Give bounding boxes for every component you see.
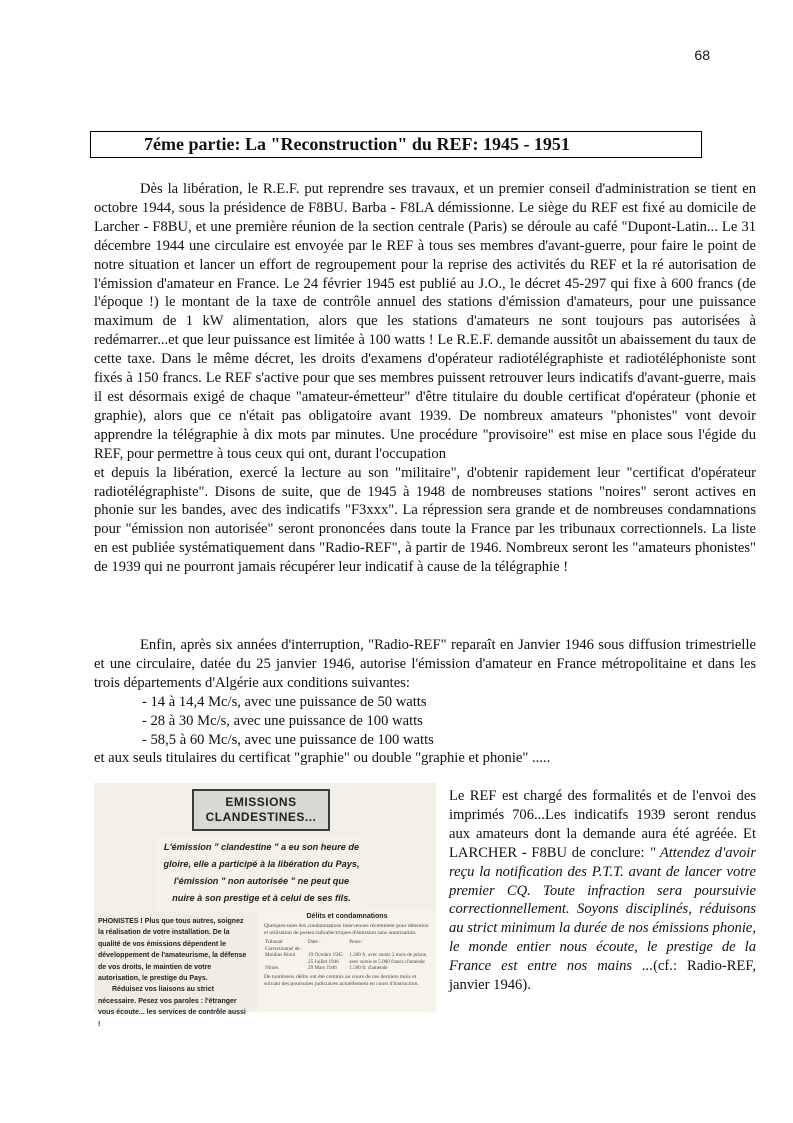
clipping-delits	[258, 910, 436, 1012]
condition-item: - 28 à 30 Mc/s, avec une puissance de 100 watts	[142, 712, 423, 729]
table-header: Date :	[308, 939, 321, 945]
body-section-1	[94, 180, 756, 577]
clipping-header	[192, 789, 330, 831]
table-header: Tribunal Correctionnel de :	[265, 939, 303, 952]
delits-intro: Quelques-unes des condamnations intervenues récemment pour détention et utilisation de postes radioélectriques d'émission sans autorisation.	[264, 923, 429, 936]
paragraph-1b: et depuis la libération, exercé la lecture au son "militaire", d'obtenir rapidement leur "certificat d'opérateur radiotélégraphiste". Disons de suite, que de 1945 à 1948 de nombreuses stations "noires" seront actives en phonie sur les bandes, avec des indicatifs "F3xxx". La répression sera grande et de nombreuses condamnations pour "émission non autorisée" seront prononcées dans toute la France par les tribunaux correctionnels. La liste en est publiée systématiquement dans "Radio-REF", à partir de 1946. Nombreux seront les "amateurs phonistes" de 1939 qui ne pourront jamais récupérer leur indicatif à cause de la télégraphie !	[94, 464, 756, 576]
paragraph-1: Dès la libération, le R.E.F. put reprendre ses travaux, et un premier conseil d'administration se tient en octobre 1944, sous la présidence de F8BU. Barba - F8LA démissionne. Le siège du REF est fixé au domicile de Larcher - F8BU, et une première réunion de la section centrale (Paris) se déroule au café "Dupont-Latin... Le 31 décembre 1944 une circulaire est envoyée par le REF à tous ses membres d'avant-guerre, pour faire le point de notre situation et lancer un effort de regroupement pour la reprise des activités du REF et la ré autorisation de l'émission d'amateur en France. Le 24 février 1945 est publié au J.O., le décret 45-297 qui fixe à 600 francs (de l'époque !) le montant de la taxe de contrôle annuel des stations d'émission d'amateurs, pour une puissance maximum de 1 kW alimentation, alors que les stations d'amateurs ne sont toujours pas autorisées à redémarrer...et que leur puissance est limitée à 100 watts ! Le R.E.F. demande aussitôt un abaissement du taux de cette taxe. Dans le même décret, les droits d'examens d'opérateur radiotélégraphiste et radiotéléphoniste sont fixés à 150 francs. Le REF s'active pour que ses membres puissent retrouver leurs indicatifs d'avant-guerre, mais il est désormais exigé de chaque "amateur-émetteur" d'être titulaire du double certificat d'opérateur (phonie et graphie), alors que ce n'était pas obligatoire avant 1939. De nombreux amateurs "phonistes" vont devoir apprendre la télégraphie à dix mots par minutes. Une procédure "provisoire" est mise en place sous l'égide du REF, pour permettre à tous ceux qui ont, durant l'occupation	[94, 181, 756, 462]
delits-title: Délits et condamnations	[306, 913, 388, 920]
table-cell: 29 Mars 1946	[308, 965, 337, 971]
clipping-phonistes	[94, 914, 254, 1028]
page-title: 7éme partie: La "Reconstruction" du REF: 1945 - 1951	[144, 134, 570, 154]
table-header: Peine :	[349, 939, 364, 945]
quote-source: (cf.: Radio-REF, janvier 1946).	[449, 958, 756, 994]
delits-table	[264, 939, 430, 972]
page-number: 68	[694, 47, 710, 63]
phonistes-text-2: Réduisez vos liaisons au strict nécessaire. Pesez vos paroles : l'étranger vous écoute... les services de contrôle aussi !	[98, 986, 246, 1028]
body-section-2	[94, 636, 756, 768]
title-box	[90, 131, 702, 158]
paragraph-2: Enfin, après six années d'interruption, "Radio-REF" reparaît en Janvier 1946 sous diffusion trimestrielle et une circulaire, datée du 25 janvier 1946, autorise l'émission d'amateur en France métropolitaine et dans les trois départements d'Algérie aux conditions suivantes:	[94, 637, 756, 691]
delits-footer: De nombreux délits ont été commis au cours de ces derniers mois et suivant des poursuites judiciaires actuellement en cours d'instruction.	[264, 973, 419, 987]
clipping-header-line: EMISSIONS	[225, 795, 297, 809]
table-row	[264, 952, 430, 965]
right-column-intro: Le REF est chargé des formalités et de l'envoi des imprimés 706...Les indicatifs 1939 seront rendus aux amateurs dont la demande aura été agréée. Et LARCHER - F8BU de conclure:	[449, 788, 756, 861]
table-cell: 19 Octobre 1945 25 Juillet 1946	[308, 952, 343, 965]
condition-item: - 14 à 14,4 Mc/s, avec une puissance de 50 watts	[142, 693, 427, 710]
clipping-quote: L'émission " clandestine " a eu son heure de gloire, elle a participé à la libération du Pays, l'émission " non autorisée " ne peut que nuire à son prestige et à celui de ses fils.	[157, 836, 366, 912]
right-column-text	[449, 787, 756, 995]
newspaper-clipping-collage	[94, 783, 436, 1028]
condition-item: - 58,5 à 60 Mc/s, avec une puissance de 100 watts	[142, 731, 434, 748]
clipping-header-line: CLANDESTINES...	[205, 810, 317, 824]
table-row	[264, 965, 430, 972]
table-cell: Moulins Rioul	[265, 952, 296, 958]
table-cell: Nîmes	[265, 965, 279, 971]
conditions-footer: et aux seuls titulaires du certificat "graphie" ou double "graphie et phonie" .....	[94, 750, 551, 767]
table-row	[264, 939, 430, 952]
table-cell: 1.500 fr. d'amende	[349, 965, 388, 971]
table-cell: 1.200 fr. avec sursis 2 mois de prison avec sursis et 5.000 francs d'amende	[349, 952, 427, 965]
larcher-quote: " Attendez d'avoir reçu la notification des P.T.T. avant de lancer votre premier CQ. Toute infraction sera poursuivie correctionnellement. Soyons disciplinés, réduisons au strict minimum la durée de nos émissions phonie, le monde entier nous écoute, le prestige de la France est entre nos mains ...	[449, 844, 756, 975]
phonistes-text: PHONISTES ! Plus que tous autres, soignez la réalisation de votre installation. De la qualité de vos émissions dépendent le développement de l'amateurisme, la défense de vos droits, le maintien de votre autorisation, le prestige du Pays.	[98, 918, 247, 983]
